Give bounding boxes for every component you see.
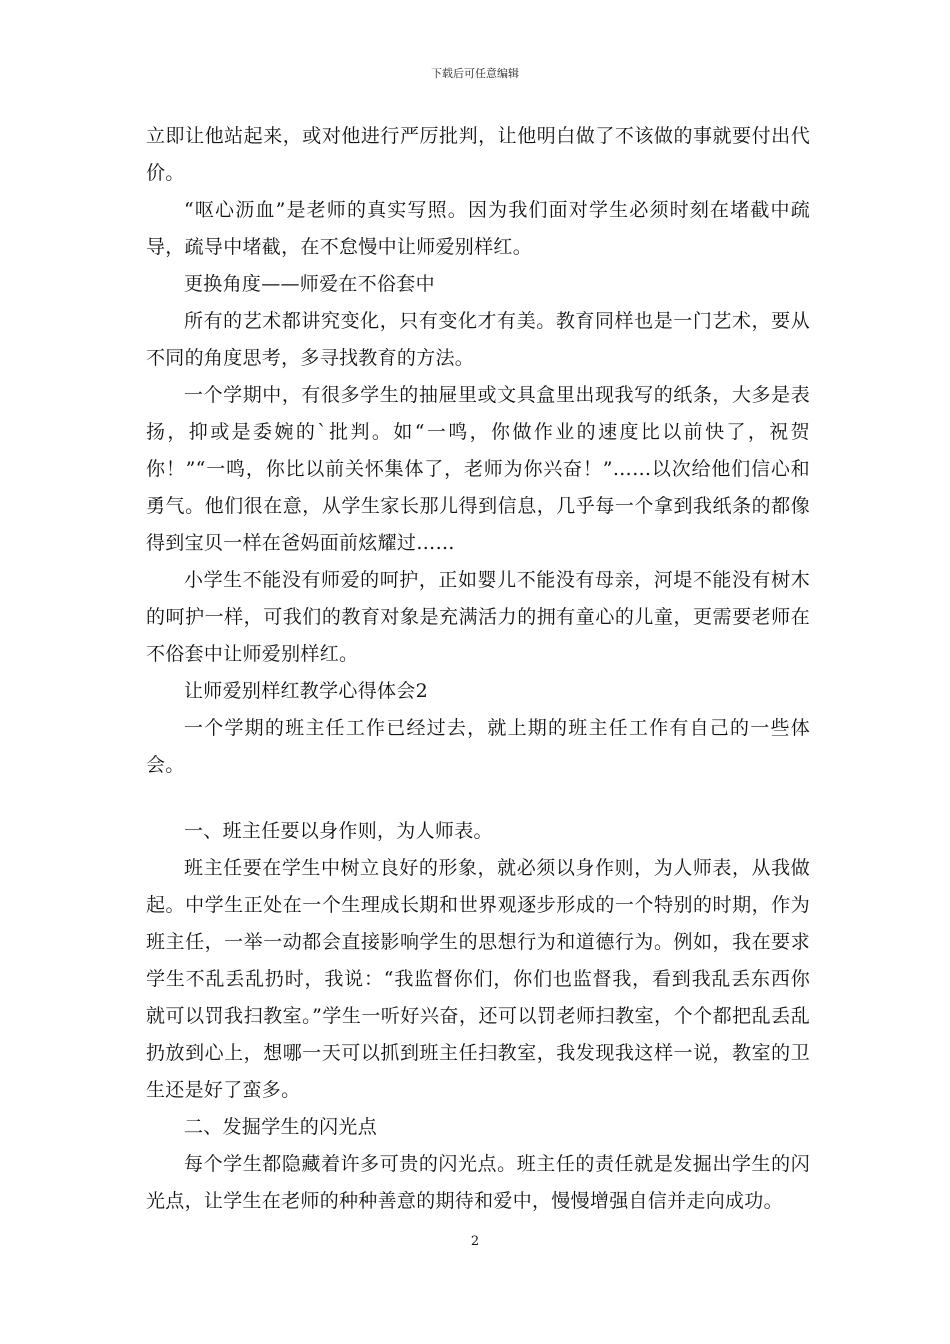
section-heading: 一、班主任要以身作则，为人师表。: [184, 820, 493, 842]
paragraph: 小学生不能没有师爱的呵护，正如婴儿不能没有母亲，河堤不能没有树木的呵护一样，可我们的教育对象是充满活力的拥有童心的儿童，更需要老师在不俗套中让师爱别样红。: [146, 569, 810, 665]
page-number: 2: [470, 1234, 480, 1249]
essay-title: 让师爱别样红教学心得体会2: [184, 680, 428, 702]
section-heading: 更换角度——师爱在不俗套中: [184, 273, 435, 295]
paragraph: 一个学期中，有很多学生的抽屉里或文具盒里出现我写的纸条，大多是表扬，抑或是委婉的`批判。如“一鸣，你做作业的速度比以前快了，祝贺你！”“一鸣，你比以前关怀集体了，老师为你兴奋！”……以次给他们信心和勇气。他们很在意，从学生家长那儿得到信息，几乎每一个拿到我纸条的都像得到宝贝一样在爸妈面前炫耀过……: [146, 384, 810, 554]
section-heading: 二、发掘学生的闪光点: [184, 1116, 378, 1138]
paragraph: 每个学生都隐藏着许多可贵的闪光点。班主任的责任就是发掘出学生的闪光点，让学生在老师的种种善意的期待和爱中，慢慢增强自信并走向成功。: [146, 1153, 810, 1212]
document-body: [146, 118, 810, 1220]
paragraph: “呕心沥血”是老师的真实写照。因为我们面对学生必须时刻在堵截中疏导，疏导中堵截，在不怠慢中让师爱别样红。: [146, 199, 810, 258]
page-header: 下载后可任意编辑: [431, 67, 519, 80]
blank-line: [146, 784, 810, 813]
paragraph: 一个学期的班主任工作已经过去，就上期的班主任工作有自己的一些体会。: [146, 717, 810, 776]
paragraph-continuation: 立即让他站起来，或对他进行严厉批判，让他明白做了不该做的事就要付出代价。: [146, 125, 810, 184]
paragraph: 所有的艺术都讲究变化，只有变化才有美。教育同样也是一门艺术，要从不同的角度思考，多寻找教育的方法。: [146, 310, 810, 369]
paragraph: 班主任要在学生中树立良好的形象，就必须以身作则，为人师表，从我做起。中学生正处在一个生理成长期和世界观逐步形成的一个特别的时期，作为班主任，一举一动都会直接影响学生的思想行为和道德行为。例如，我在要求学生不乱丢乱扔时，我说：“我监督你们，你们也监督我，看到我乱丢东西你就可以罚我扫教室。”学生一听好兴奋，还可以罚老师扫教室，个个都把乱丢乱扔放到心上，想哪一天可以抓到班主任扫教室，我发现我这样一说，教室的卫生还是好了蛮多。: [146, 857, 810, 1101]
